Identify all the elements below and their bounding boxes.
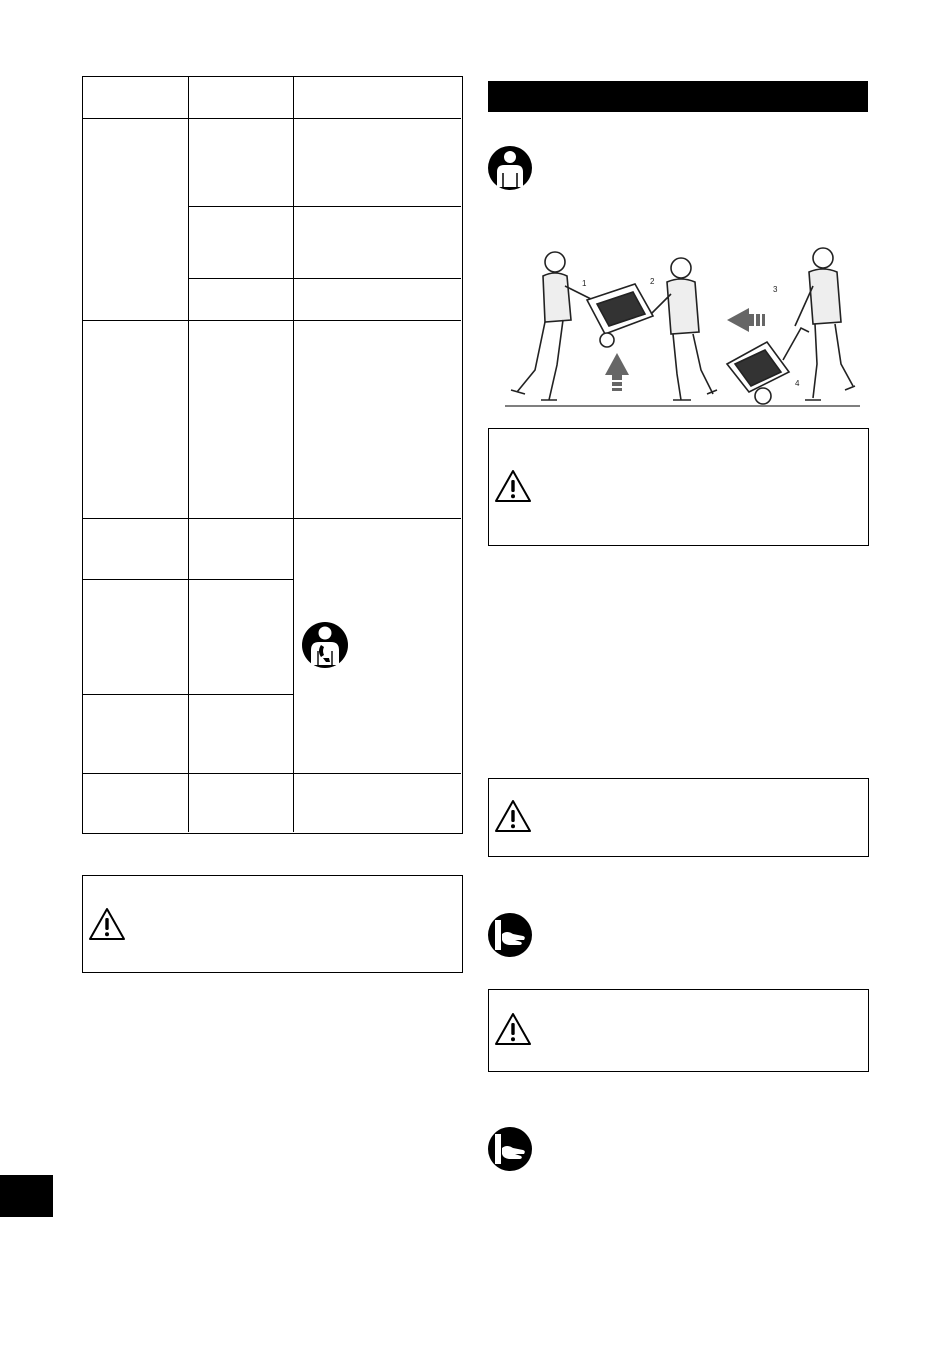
callout-4: 4 — [795, 379, 800, 388]
hand-manual-pictogram-icon — [487, 912, 533, 958]
table-cell-cause-4 — [189, 580, 294, 695]
warning-triangle-icon — [494, 1012, 532, 1046]
table-cell-cause-5 — [189, 695, 294, 774]
table-header-cell-1 — [83, 77, 189, 119]
warning-box-right-3 — [488, 989, 869, 1072]
table-header-cell-3 — [294, 77, 461, 119]
table-cell-fault-4 — [83, 580, 189, 695]
worker-right — [795, 248, 855, 400]
generator-rolling — [727, 328, 809, 404]
troubleshooting-table — [82, 76, 463, 834]
table-cell-cause-6 — [189, 774, 294, 832]
transport-illustration — [505, 240, 860, 412]
table-cell-cause-1c — [189, 279, 294, 321]
table-cell-fault-2 — [83, 321, 189, 519]
table-cell-fault-6 — [83, 774, 189, 832]
callout-3: 3 — [773, 285, 778, 294]
page-edge-tab — [0, 1175, 53, 1217]
warning-box-left — [82, 875, 463, 973]
table-cell-remedy-1c — [294, 279, 461, 321]
warning-triangle-icon — [494, 469, 532, 503]
table-cell-fault-3 — [83, 519, 189, 580]
table-cell-fault-1 — [83, 119, 189, 321]
warning-box-right-2 — [488, 778, 869, 857]
generator-lifted — [587, 284, 653, 347]
table-cell-cause-3 — [189, 519, 294, 580]
table-cell-cause-2 — [189, 321, 294, 519]
table-cell-remedy-2 — [294, 321, 461, 519]
warning-box-right-1 — [488, 428, 869, 546]
callout-1: 1 — [582, 279, 587, 288]
table-cell-cause-1b — [189, 207, 294, 279]
person-pictogram-icon — [487, 145, 533, 191]
table-cell-cause-1a — [189, 119, 294, 207]
callout-2: 2 — [650, 277, 655, 286]
service-phone-pictogram-icon — [301, 621, 349, 669]
section-header-bar — [488, 81, 868, 112]
hand-manual-pictogram-icon — [487, 1126, 533, 1172]
lift-arrow-icon — [605, 353, 629, 391]
warning-triangle-icon — [88, 907, 126, 941]
table-header-cell-2 — [189, 77, 294, 119]
table-cell-remedy-6 — [294, 774, 461, 832]
table-cell-fault-5 — [83, 695, 189, 774]
worker-middle — [651, 258, 717, 400]
table-cell-remedy-1b — [294, 207, 461, 279]
table-cell-remedy-merged — [294, 519, 461, 774]
push-arrow-icon — [727, 308, 765, 332]
table-cell-remedy-1a — [294, 119, 461, 207]
warning-triangle-icon — [494, 799, 532, 833]
worker-left — [511, 252, 597, 400]
